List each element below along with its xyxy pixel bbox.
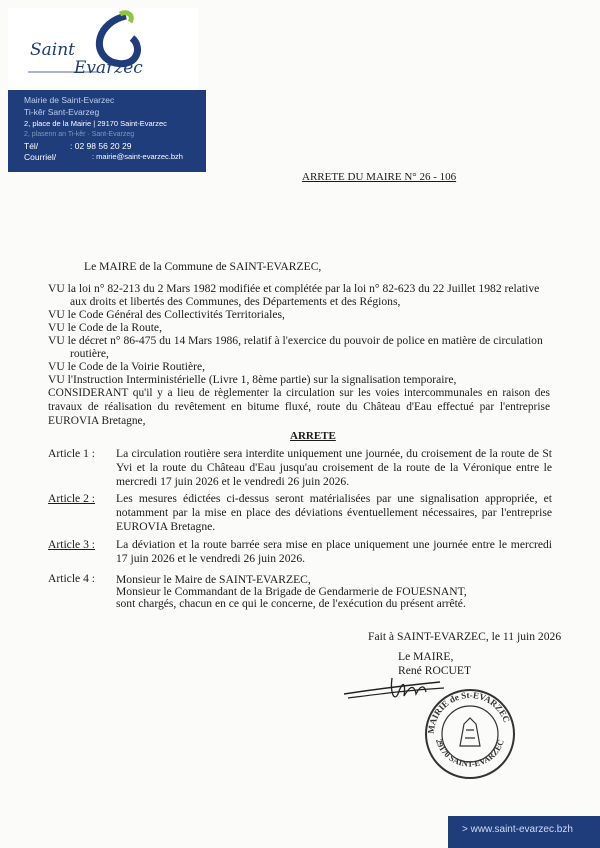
intro-line: Le MAIRE de la Commune de SAINT-EVARZEC, [84,260,322,273]
footer-banner [448,816,600,848]
article-1-text: La circulation routière sera interdite uniquement une journée, du croisement de la route de St Yvi et la route du Château d'Eau jusqu'au croisement de la route de la Véronique entre le mercredi 17 juin 2026 et le vendredi 26 juin 2026. [116,447,552,488]
signature-name: René ROCUET [398,664,472,677]
address: 2, place de la Mairie | 29170 Saint-Evarzec [24,119,167,128]
article-4-label: Article 4 : [48,572,96,585]
website-link[interactable]: > www.saint-evarzec.bzh [462,824,573,835]
courriel-label: Courriel/ [24,152,57,162]
vu-line: VU le Code de la Route, [48,321,162,334]
article-2-text: Les mesures édictées ci-dessus seront matérialisées par une signalisation appropriée, et notamment par la mise en place des déviations éventuellement nécessaires, par l'entreprise EUROVIA Bretagne. [116,492,552,533]
vu-line: VU la loi n° 82-213 du 2 Mars 1982 modifiée et complétée par la loi n° 82-623 du 22 Juillet 1982 relative [48,282,540,295]
vu-line: VU le Code Général des Collectivités Territoriales, [48,308,285,321]
signature-role: Le MAIRE, [398,650,454,663]
mairie-name-breton: Ti-kêr Sant-Evarzeg [24,107,100,117]
considerant-paragraph: CONSIDERANT qu'il y a lieu de règlementer la circulation sur les voies intercommunales en raison des travaux de réalisation du revêtement en bitume fluxé, route du Château d'Eau effectué par l'entreprise EUROVIA Bretagne, [48,387,550,427]
article-3-label: Article 3 : [48,538,96,551]
article-1-label: Article 1 : [48,447,96,460]
stamp-emblem-icon [460,718,480,746]
page-title: ARRETE DU MAIRE N° 26 - 106 [302,171,457,183]
vu-line: VU le décret n° 86-475 du 14 Mars 1986, relatif à l'exercice du pouvoir de police en matière de circulation [48,334,543,347]
courriel-value: : mairie@saint-evarzec.bzh [92,152,183,161]
logo-evarzec-text: Evarzec [74,58,143,78]
article-2-label: Article 2 : [48,492,96,505]
address-breton: 2, plasenn an Ti-kêr · Sant-Evarzeg [24,131,135,138]
article-4-line: Monsieur le Maire de SAINT-EVARZEC, [116,573,311,586]
fait-line: Fait à SAINT-EVARZEC, le 11 juin 2026 [368,630,562,643]
mairie-name: Mairie de Saint-Evarzec [24,95,115,105]
letterhead [0,0,206,196]
vu-line: routière, [70,347,109,360]
tel-value: : 02 98 56 20 29 [70,141,132,151]
vu-line: aux droits et libertés des Communes, des Départements et des Régions, [70,295,401,308]
official-stamp [420,684,520,784]
logo-saint-text: Saint [30,40,75,60]
article-4-line: sont chargés, chacun en ce qui le concerne, de l'exécution du présent arrêté. [116,597,466,610]
vu-line: VU l'Instruction Interministérielle (Livre 1, 8ème partie) sur la signalisation temporaire, [48,373,457,386]
vu-line: VU le Code de la Voirie Routière, [48,360,206,373]
stamp-top-text: MAIRIE de St-EVARZEC [425,689,512,735]
arrete-heading: ARRETE [290,430,336,442]
svg-text:MAIRIE de St-EVARZEC [426,690,512,734]
svg-text:29170 SAINT-EVARZEC [434,738,506,769]
contact-block [8,90,206,172]
article-4-line: Monsieur le Commandant de la Brigade de Gendarmerie de FOUESNANT, [116,585,467,598]
stamp-bottom-text: 29170 SAINT-EVARZEC [434,737,506,769]
tel-label: Tél/ [24,141,39,151]
article-3-text: La déviation et la route barrée sera mise en place uniquement une journée entre le mercredi 17 juin 2026 et le vendredi 26 juin 2026. [116,538,552,565]
